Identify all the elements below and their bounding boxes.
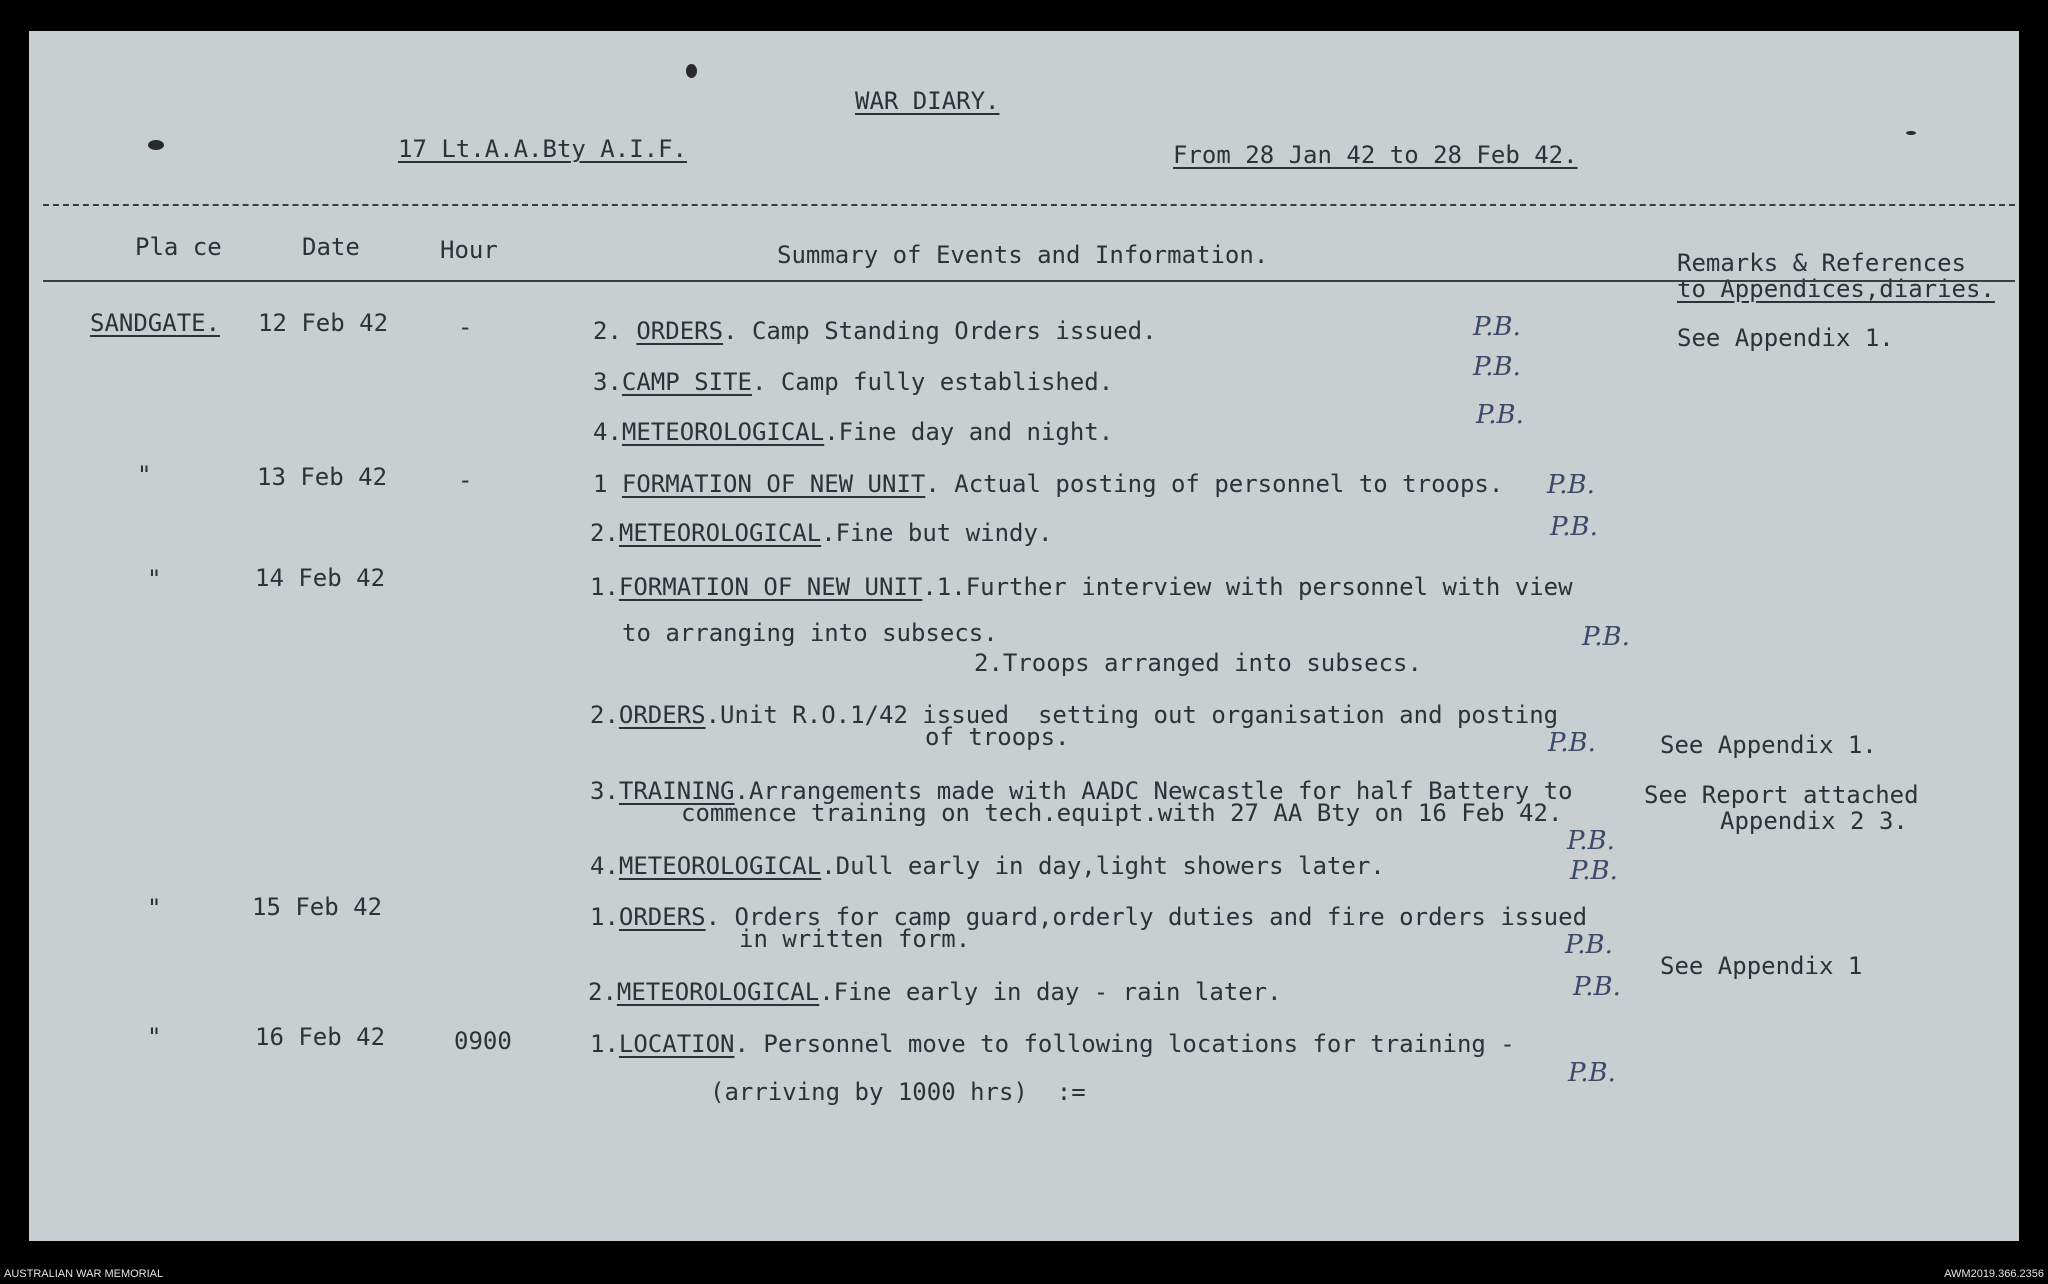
- hour-cell: -: [458, 466, 473, 494]
- entry-number: 3.: [590, 777, 619, 805]
- diary-period: From 28 Jan 42 to 28 Feb 42.: [1173, 141, 1578, 169]
- column-remarks: Remarks & References: [1677, 249, 1966, 277]
- remark-reference: Appendix 2 3.: [1720, 807, 1908, 835]
- entry-heading: ORDERS: [636, 317, 724, 345]
- header-divider: [43, 204, 2015, 206]
- place-cell: ": [147, 1023, 162, 1051]
- entry-heading: TRAINING: [618, 777, 735, 805]
- place-cell: SANDGATE.: [90, 309, 221, 337]
- entry-number: 2.: [590, 519, 619, 547]
- column-hour: Hour: [440, 236, 498, 264]
- remark-reference: See Report attached: [1644, 781, 1919, 809]
- entry-text: .Unit R.O.1/42 issued setting out organisation and posting: [705, 701, 1559, 729]
- entry-text: .Fine but windy.: [821, 519, 1053, 547]
- entry-number: 2.: [588, 978, 617, 1006]
- handwritten-initials: P.B.: [1473, 352, 1521, 382]
- entry-text: . Camp Standing Orders issued.: [723, 317, 1157, 345]
- punch-hole: [1906, 131, 1916, 135]
- place-cell: ": [147, 894, 162, 922]
- entry-text: . Actual posting of personnel to troops.: [925, 470, 1504, 498]
- place-cell: ": [137, 461, 152, 489]
- handwritten-initials: P.B.: [1473, 312, 1521, 342]
- handwritten-initials: P.B.: [1565, 930, 1613, 960]
- entry-text: .Fine day and night.: [824, 418, 1114, 446]
- entry-number: 2.: [590, 701, 619, 729]
- summary-entry: [590, 573, 1573, 601]
- entry-text: .1.Further interview with personnel with view: [922, 573, 1573, 601]
- entry-heading: METEOROLOGICAL: [618, 519, 822, 547]
- remark-reference: See Appendix 1.: [1660, 731, 1877, 759]
- remark-reference: See Appendix 1: [1660, 952, 1863, 980]
- entry-text: . Personnel move to following locations for training -: [734, 1030, 1515, 1058]
- handwritten-initials: P.B.: [1476, 400, 1524, 430]
- entry-heading: METEOROLOGICAL: [621, 418, 825, 446]
- entry-heading: LOCATION: [618, 1030, 735, 1058]
- column-divider: [43, 280, 2015, 282]
- punch-hole: [686, 64, 697, 78]
- entry-heading: ORDERS: [618, 903, 706, 931]
- entry-number: 3.: [593, 368, 622, 396]
- entry-continuation: 2.Troops arranged into subsecs.: [974, 649, 1422, 677]
- diary-page: [29, 31, 2019, 1241]
- entry-heading: METEOROLOGICAL: [618, 852, 822, 880]
- date-cell: 13 Feb 42: [257, 463, 388, 491]
- entry-number: 1: [593, 470, 622, 498]
- place-cell: ": [147, 565, 162, 593]
- entry-text: .Dull early in day,light showers later.: [821, 852, 1385, 880]
- entry-continuation: of troops.: [925, 723, 1070, 751]
- summary-entry: [593, 368, 1113, 396]
- entry-number: 2.: [593, 317, 637, 345]
- column-place: Pla ce: [135, 233, 222, 261]
- entry-continuation: to arranging into subsecs.: [622, 619, 998, 647]
- summary-entry: [593, 418, 1113, 446]
- punch-hole: [148, 140, 164, 150]
- entry-number: 4.: [593, 418, 622, 446]
- entry-heading: FORMATION OF NEW UNIT: [621, 470, 926, 498]
- entry-continuation: in written form.: [739, 925, 971, 953]
- column-summary: Summary of Events and Information.: [777, 241, 1269, 269]
- summary-entry: [590, 852, 1385, 880]
- entry-heading: CAMP SITE: [621, 368, 752, 396]
- date-cell: 14 Feb 42: [255, 564, 386, 592]
- date-cell: 16 Feb 42: [255, 1023, 386, 1051]
- unit-name: 17 Lt.A.A.Bty A.I.F.: [398, 135, 687, 163]
- entry-continuation: (arriving by 1000 hrs) :=: [710, 1078, 1086, 1106]
- entry-text: . Camp fully established.: [751, 368, 1114, 396]
- entry-continuation: commence training on tech.equipt.with 27 AA Bty on 16 Feb 42.: [681, 799, 1563, 827]
- summary-entry: [593, 317, 1157, 345]
- summary-entry: [590, 701, 1558, 729]
- entry-number: 4.: [590, 852, 619, 880]
- summary-entry: [593, 470, 1503, 498]
- entry-text: .Fine early in day - rain later.: [819, 978, 1282, 1006]
- handwritten-initials: P.B.: [1567, 826, 1615, 856]
- document-title: WAR DIARY.: [855, 87, 1000, 115]
- archive-reference: AWM2019.366.2356: [1944, 1268, 2044, 1280]
- entry-number: 1.: [590, 573, 619, 601]
- summary-entry: [588, 978, 1282, 1006]
- entry-number: 1.: [590, 903, 619, 931]
- date-cell: 12 Feb 42: [258, 309, 389, 337]
- handwritten-initials: P.B.: [1573, 972, 1621, 1002]
- handwritten-initials: P.B.: [1547, 470, 1595, 500]
- handwritten-initials: P.B.: [1550, 512, 1598, 542]
- hour-cell: 0900: [454, 1027, 512, 1055]
- column-remarks: to Appendices,diaries.: [1677, 275, 1995, 303]
- handwritten-initials: P.B.: [1568, 1058, 1616, 1088]
- column-date: Date: [302, 233, 360, 261]
- archive-credit: AUSTRALIAN WAR MEMORIAL: [4, 1268, 164, 1280]
- handwritten-initials: P.B.: [1548, 728, 1596, 758]
- handwritten-initials: P.B.: [1582, 622, 1630, 652]
- summary-entry: [590, 1030, 1515, 1058]
- entry-number: 1.: [590, 1030, 619, 1058]
- entry-text: . Orders for camp guard,orderly duties and fire orders issued: [705, 903, 1588, 931]
- entry-heading: ORDERS: [618, 701, 706, 729]
- entry-heading: METEOROLOGICAL: [616, 978, 820, 1006]
- date-cell: 15 Feb 42: [252, 893, 383, 921]
- hour-cell: -: [458, 313, 473, 341]
- entry-text: .Arrangements made with AADC Newcastle for half Battery to: [734, 777, 1573, 805]
- summary-entry: [590, 519, 1052, 547]
- entry-heading: FORMATION OF NEW UNIT: [618, 573, 923, 601]
- remark-reference: See Appendix 1.: [1677, 324, 1894, 352]
- handwritten-initials: P.B.: [1570, 856, 1618, 886]
